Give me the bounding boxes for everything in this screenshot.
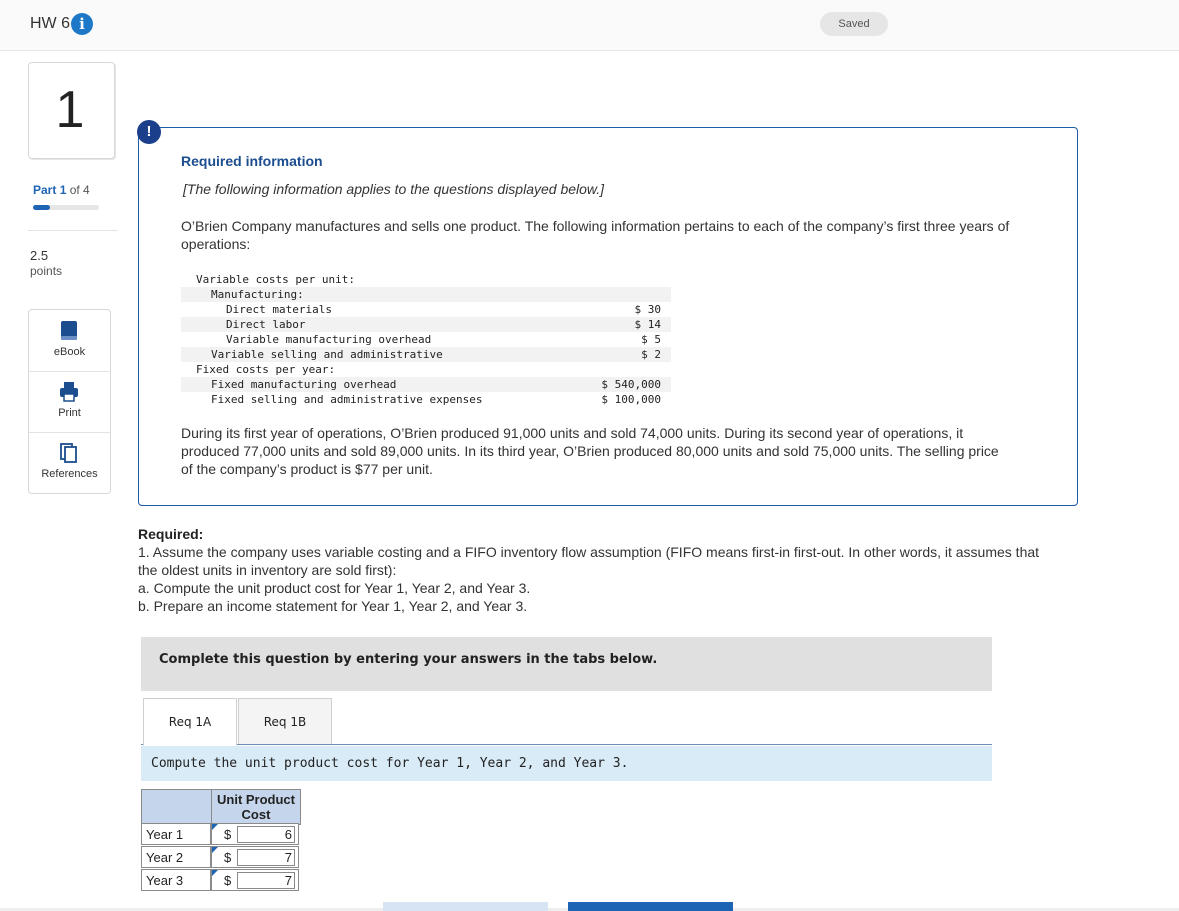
unit-cost-input-year-2[interactable]: 7	[237, 849, 295, 866]
book-icon	[59, 320, 79, 342]
answer-cell	[211, 869, 299, 891]
part-current: 1	[59, 183, 67, 197]
cost-label: Fixed selling and administrative expenses	[211, 393, 483, 406]
part-total: of 4	[69, 183, 90, 197]
points-value: 2.5	[30, 248, 49, 263]
previous-tab-button[interactable]	[383, 902, 548, 911]
rail-divider	[28, 230, 118, 231]
currency-symbol: $	[224, 873, 232, 888]
cost-row	[181, 317, 671, 332]
tab-req-1a[interactable]: Req 1A	[143, 698, 237, 746]
cost-row	[181, 377, 671, 392]
printer-icon	[59, 381, 79, 403]
intro-text: O’Brien Company manufactures and sells one product. The following information pertains to each of the company’s first three years of operations:	[181, 218, 1010, 252]
cost-row	[181, 392, 671, 407]
ebook-button[interactable]	[29, 310, 110, 372]
unit-cost-input-year-3[interactable]: 7	[237, 872, 295, 889]
next-tab-button[interactable]	[568, 902, 733, 911]
table-row	[141, 846, 301, 869]
cost-value: $ 100,000	[601, 393, 661, 406]
required-heading: Required:	[138, 526, 204, 542]
row-label-year-1: Year 1	[141, 823, 211, 845]
assignment-title: HW 6	[30, 15, 70, 32]
part-word: Part	[33, 183, 57, 197]
table-row	[141, 869, 301, 892]
cell-marker-icon	[212, 870, 218, 876]
cost-value: $ 2	[641, 348, 661, 361]
operations-paragraph: During its first year of operations, O’Brien produced 91,000 units and sold 74,000 units. During its second year of operations, it produced 77,000 units and sold 89,000 units. In its third year, O’Brien produced 80,000 units and sold 75,000 units. The selling price of the company’s product is $77 per unit.	[181, 425, 999, 477]
top-header	[0, 0, 1179, 51]
print-label: Print	[58, 407, 81, 419]
cost-value: $ 5	[641, 333, 661, 346]
cost-label: Direct labor	[226, 318, 306, 331]
ebook-label: eBook	[53, 346, 86, 358]
table-corner-cell	[141, 789, 213, 825]
part-indicator	[33, 183, 90, 197]
cost-label: Direct materials	[226, 303, 332, 316]
required-information-heading: Required information	[181, 153, 323, 169]
complete-question-text: Complete this question by entering your answers in the tabs below.	[159, 652, 658, 667]
cost-value: $ 14	[634, 318, 661, 331]
points-label: points	[30, 264, 63, 278]
cost-row	[181, 347, 671, 362]
row-label-year-3: Year 3	[141, 869, 211, 891]
cost-table	[181, 272, 671, 407]
cost-row	[181, 332, 671, 347]
applies-note: [The following information applies to the questions displayed below.]	[183, 181, 605, 197]
cost-row	[181, 302, 671, 317]
part-progress-bar	[33, 205, 99, 210]
currency-symbol: $	[224, 827, 232, 842]
answer-cell	[211, 846, 299, 868]
required-line-a: a. Compute the unit product cost for Year 1, Year 2, and Year 3.	[138, 580, 531, 596]
cost-row	[181, 287, 671, 302]
cell-marker-icon	[212, 847, 218, 853]
cost-value: $ 540,000	[601, 378, 661, 391]
cost-label: Variable manufacturing overhead	[226, 333, 432, 346]
instruction-bar	[141, 746, 992, 781]
tab-req-1b[interactable]: Req 1B	[238, 698, 332, 745]
question-number-box	[28, 62, 115, 159]
references-label: References	[41, 468, 98, 480]
cost-label: Variable costs per unit:	[196, 273, 355, 286]
question-number: 1	[55, 81, 85, 139]
print-button[interactable]	[29, 371, 110, 433]
required-line-b: b. Prepare an income statement for Year 1, Year 2, and Year 3.	[138, 598, 528, 614]
cell-marker-icon	[212, 824, 218, 830]
cost-label: Fixed manufacturing overhead	[211, 378, 397, 391]
answer-cell	[211, 823, 299, 845]
table-row	[141, 823, 301, 846]
cost-label: Manufacturing:	[211, 288, 304, 301]
references-button[interactable]	[29, 432, 110, 493]
part-progress-fill	[33, 205, 50, 210]
column-header-unit-product-cost	[211, 789, 301, 825]
saved-status-badge: Saved	[820, 12, 888, 36]
cost-row	[181, 272, 671, 287]
tools-panel	[28, 309, 111, 494]
required-section	[138, 525, 1058, 615]
references-icon	[59, 442, 79, 464]
cost-label: Variable selling and administrative	[211, 348, 443, 361]
required-line-1: 1. Assume the company uses variable costing and a FIFO inventory flow assumption (FIFO means first-in first-out. In other words, it assumes that the oldest units in inventory are sold first):	[138, 544, 1040, 578]
tab-underline	[141, 744, 992, 745]
complete-question-bar	[141, 637, 992, 691]
column-header-text: Unit Product Cost	[217, 792, 295, 822]
row-label-year-2: Year 2	[141, 846, 211, 868]
currency-symbol: $	[224, 850, 232, 865]
instruction-text: Compute the unit product cost for Year 1, Year 2, and Year 3.	[151, 756, 629, 771]
alert-icon: !	[137, 120, 161, 144]
cost-row	[181, 362, 671, 377]
info-icon[interactable]: i	[71, 13, 93, 35]
cost-value: $ 30	[634, 303, 661, 316]
unit-cost-input-year-1[interactable]: 6	[237, 826, 295, 843]
cost-label: Fixed costs per year:	[196, 363, 336, 376]
